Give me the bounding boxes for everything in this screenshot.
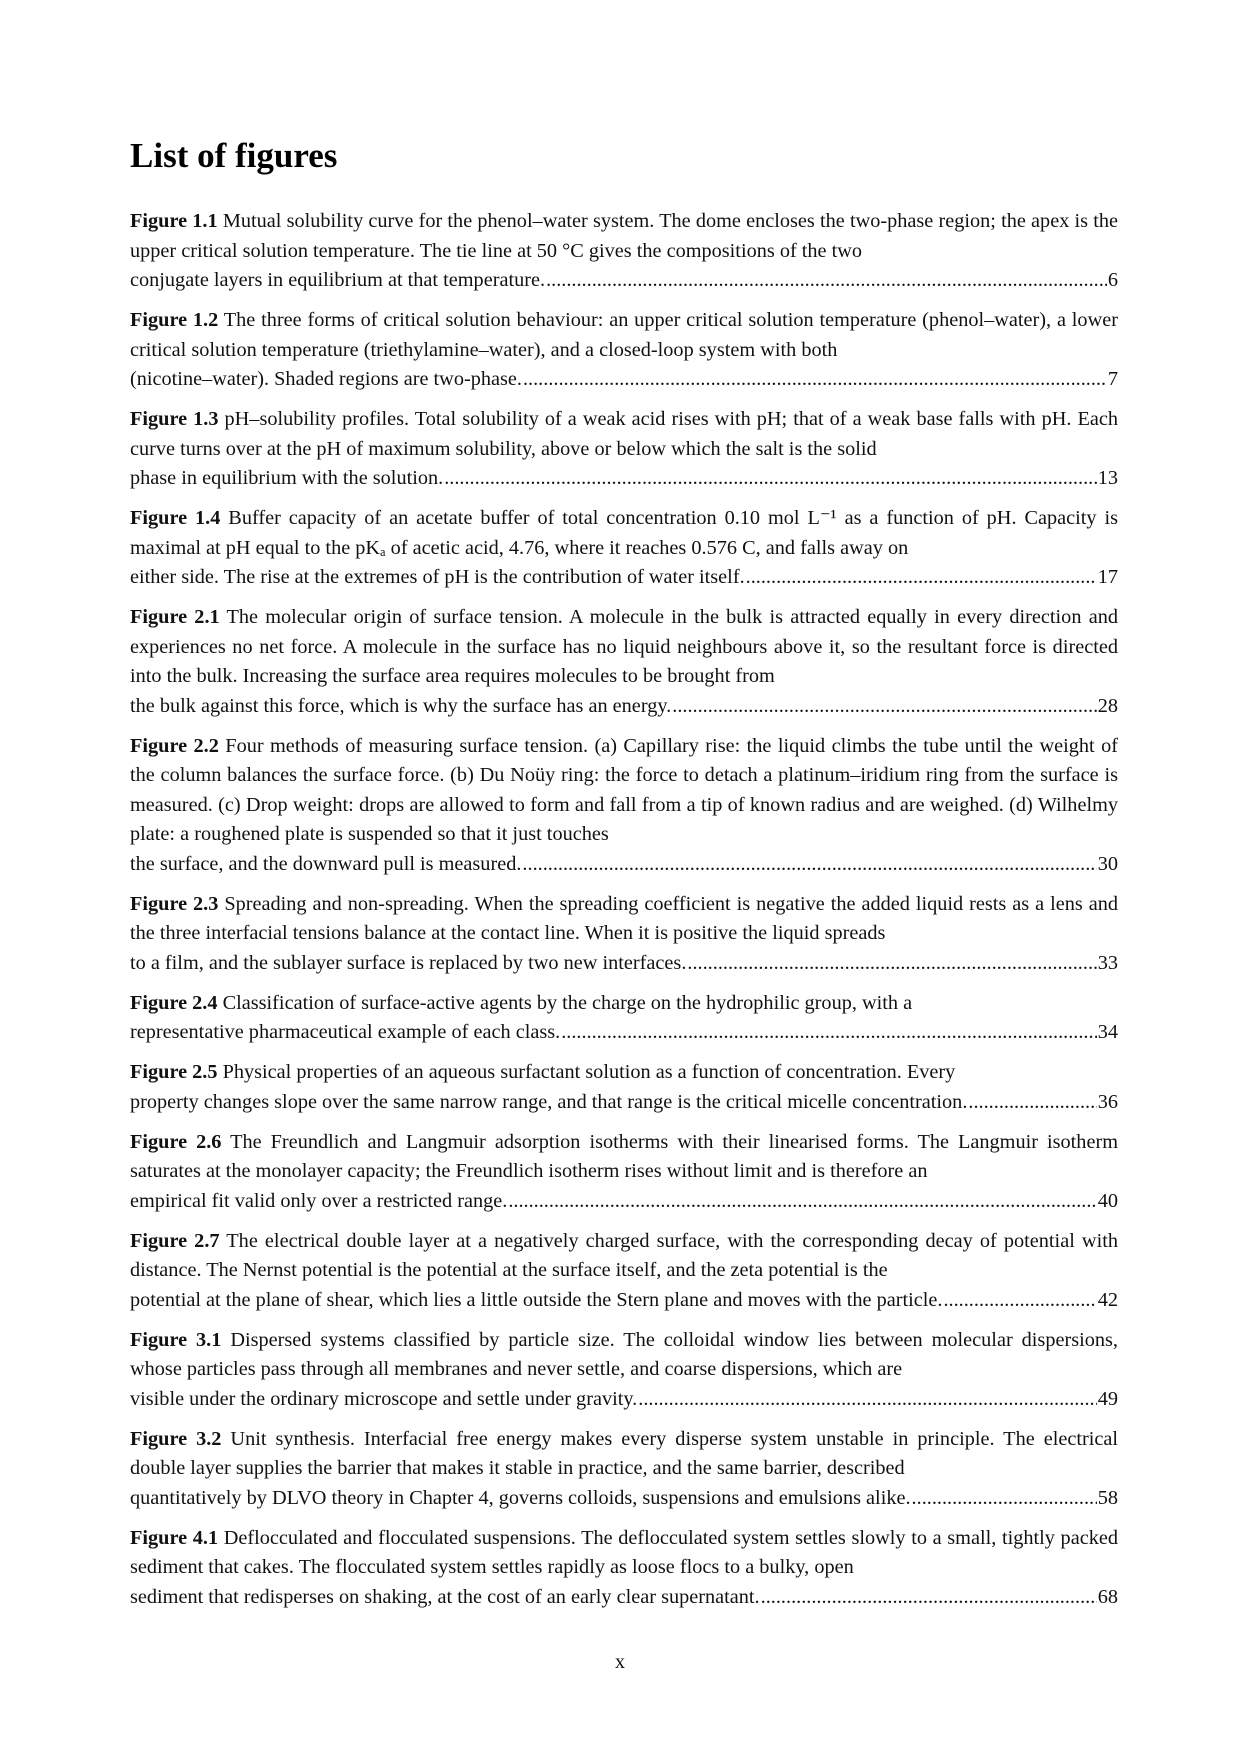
- figure-label: Figure 1.3: [130, 408, 219, 430]
- figure-entry-caption: [130, 890, 1118, 949]
- figure-caption-tail: the bulk against this force, which is why the surface has an energy.: [130, 694, 672, 717]
- figure-entry[interactable]: [130, 603, 1118, 721]
- figure-entry-leader-line: [130, 1484, 1118, 1514]
- figure-entry-leader-line: [130, 1187, 1118, 1217]
- figure-page-number[interactable]: 68: [1097, 1585, 1118, 1608]
- figure-caption-text: Buffer capacity of an acetate buffer of total concentration 0.10 mol L⁻¹ as a function of pH. Capacity is maximal at pH equal to the pKₐ of acetic acid, 4.76, where it reaches 0.576 C, and falls away on: [130, 507, 1118, 559]
- figure-label: Figure 1.4: [130, 507, 221, 529]
- figure-entry[interactable]: [130, 732, 1118, 880]
- figure-entry[interactable]: [130, 306, 1118, 395]
- figure-entry[interactable]: [130, 405, 1118, 494]
- figure-page-number[interactable]: 33: [1097, 951, 1118, 974]
- figure-caption-text: The molecular origin of surface tension. A molecule in the bulk is attracted equally in every direction and experiences no net force. A molecule in the surface has no liquid neighbours above it, so the resultant force is directed into the bulk. Increasing the surface area requires molecules to be brought from: [130, 606, 1118, 687]
- figure-entry-caption: [130, 1326, 1118, 1385]
- figure-entry-leader-line: [130, 692, 1118, 722]
- figure-caption-tail: property changes slope over the same narrow range, and that range is the critical micelle concentration.: [130, 1090, 968, 1113]
- figure-entry[interactable]: [130, 207, 1118, 296]
- figure-entry-caption: [130, 1128, 1118, 1187]
- figure-label: Figure 1.1: [130, 210, 218, 232]
- figure-caption-text: Spreading and non-spreading. When the spreading coefficient is negative the added liquid rests as a lens and the three interfacial tensions balance at the contact line. When it is positive the liquid spreads: [130, 892, 1118, 944]
- figure-caption-text: Physical properties of an aqueous surfactant solution as a function of concentration. Every: [222, 1061, 956, 1083]
- figure-entry-caption: [130, 207, 1118, 266]
- figure-entry-caption: [130, 989, 1118, 1019]
- figure-label: Figure 3.1: [130, 1328, 222, 1351]
- figure-entry-leader-line: [130, 1018, 1118, 1048]
- figure-entry-caption: [130, 1425, 1118, 1484]
- figure-entry[interactable]: [130, 1227, 1118, 1316]
- dot-leader: [943, 1286, 1096, 1316]
- figure-page-number[interactable]: 6: [1107, 269, 1118, 291]
- page-number: x: [615, 1651, 625, 1673]
- dot-leader: [508, 1187, 1096, 1217]
- page-title: List of figures: [130, 136, 338, 175]
- figure-page-number[interactable]: 30: [1097, 852, 1118, 875]
- figure-entry[interactable]: [130, 504, 1118, 593]
- figure-entry-caption: [130, 504, 1118, 563]
- figure-entry-caption: [130, 1524, 1118, 1583]
- figure-entry-leader-line: [130, 266, 1118, 296]
- figure-label: Figure 2.2: [130, 734, 219, 757]
- figure-page-number[interactable]: 42: [1097, 1288, 1118, 1311]
- figure-label: Figure 2.1: [130, 606, 220, 628]
- figure-caption-text: The three forms of critical solution behaviour: an upper critical solution temperature (phenol–water), a lower critical solution temperature (triethylamine–water), and a closed-loop system with both: [130, 309, 1118, 361]
- figure-caption-tail: conjugate layers in equilibrium at that temperature.: [130, 269, 546, 291]
- figure-entry-caption: [130, 1058, 1118, 1088]
- figure-caption-tail: empirical fit valid only over a restricted range.: [130, 1189, 508, 1212]
- dot-leader: [746, 563, 1097, 593]
- dot-leader: [523, 365, 1107, 395]
- dot-leader: [672, 692, 1096, 722]
- figure-page-number[interactable]: 7: [1107, 368, 1118, 390]
- figure-entry[interactable]: [130, 1326, 1118, 1415]
- dot-leader: [761, 1583, 1097, 1613]
- dot-leader: [444, 464, 1097, 494]
- figure-entry-leader-line: [130, 850, 1118, 880]
- figure-label: Figure 2.6: [130, 1130, 222, 1153]
- figure-entry-caption: [130, 405, 1118, 464]
- figure-caption-tail: phase in equilibrium with the solution.: [130, 467, 444, 489]
- figure-entry[interactable]: [130, 1524, 1118, 1613]
- figure-entry-leader-line: [130, 1583, 1118, 1613]
- figure-page-number[interactable]: 34: [1097, 1021, 1118, 1043]
- figure-entry[interactable]: [130, 1425, 1118, 1514]
- figure-caption-tail: sediment that redisperses on shaking, at the cost of an early clear supernatant.: [130, 1585, 760, 1608]
- figure-caption-text: Four methods of measuring surface tension. (a) Capillary rise: the liquid climbs the tube until the weight of the column balances the surface force. (b) Du Noüy ring: the force to detach a platinum–iridium ring from the surface is measured. (c) Drop weight: drops are allowed to form and fall from a tip of known radius and are weighed. (d) Wilhelmy plate: a roughened plate is suspended so that it just touches: [130, 734, 1118, 845]
- figure-caption-text: Deflocculated and flocculated suspensions. The deflocculated system settles slowly to a small, tightly packed sediment that cakes. The flocculated system settles rapidly as loose flocs to a bulky, open: [130, 1526, 1118, 1578]
- figure-list: [130, 207, 1118, 1623]
- figure-label: Figure 2.3: [130, 892, 219, 915]
- figure-caption-tail: to a film, and the sublayer surface is replaced by two new interfaces.: [130, 951, 687, 974]
- dot-leader: [912, 1484, 1097, 1514]
- figure-entry[interactable]: [130, 989, 1118, 1048]
- figure-caption-tail: the surface, and the downward pull is measured.: [130, 852, 522, 875]
- figure-entry-caption: [130, 603, 1118, 692]
- figure-page-number[interactable]: 58: [1097, 1486, 1118, 1509]
- figure-entry-leader-line: [130, 1088, 1118, 1118]
- figure-caption-text: Mutual solubility curve for the phenol–water system. The dome encloses the two-phase region; the apex is the upper critical solution temperature. The tie line at 50 °C gives the compositions of the two: [130, 210, 1118, 262]
- figure-entry-leader-line: [130, 1286, 1118, 1316]
- figure-caption-text: The electrical double layer at a negatively charged surface, with the corresponding decay of potential with distance. The Nernst potential is the potential at the surface itself, and the zeta potential is the: [130, 1229, 1118, 1281]
- figure-caption-text: Classification of surface-active agents by the charge on the hydrophilic group, with a: [222, 991, 913, 1014]
- figure-label: Figure 4.1: [130, 1526, 219, 1549]
- figure-entry[interactable]: [130, 890, 1118, 979]
- dot-leader: [561, 1018, 1097, 1048]
- dot-leader: [522, 850, 1096, 880]
- figure-label: Figure 3.2: [130, 1427, 222, 1450]
- dot-leader: [638, 1385, 1096, 1415]
- figure-caption-text: pH–solubility profiles. Total solubility of a weak acid rises with pH; that of a weak base falls with pH. Each curve turns over at the pH of maximum solubility, above or below which the salt is the solid: [130, 408, 1118, 460]
- figure-caption-tail: representative pharmaceutical example of each class.: [130, 1021, 561, 1043]
- figure-page-number[interactable]: 40: [1097, 1189, 1118, 1212]
- figure-label: Figure 2.4: [130, 991, 218, 1014]
- figure-entry-leader-line: [130, 949, 1118, 979]
- figure-page-number[interactable]: 28: [1097, 694, 1118, 717]
- figure-entry-leader-line: [130, 464, 1118, 494]
- figure-entry-caption: [130, 1227, 1118, 1286]
- figure-entry-caption: [130, 306, 1118, 365]
- figure-entry[interactable]: [130, 1058, 1118, 1117]
- figure-entry-leader-line: [130, 365, 1118, 395]
- figure-caption-tail: either side. The rise at the extremes of pH is the contribution of water itself.: [130, 566, 745, 588]
- figure-entry-leader-line: [130, 563, 1118, 593]
- dot-leader: [687, 949, 1096, 979]
- figure-caption-tail: (nicotine–water). Shaded regions are two-phase.: [130, 368, 522, 390]
- dot-leader: [968, 1088, 1096, 1118]
- figure-caption-tail: quantitatively by DLVO theory in Chapter 4, governs colloids, suspensions and emulsions alike.: [130, 1486, 911, 1509]
- figure-label: Figure 2.7: [130, 1229, 220, 1252]
- figure-caption-tail: potential at the plane of shear, which lies a little outside the Stern plane and moves with the particle.: [130, 1288, 943, 1311]
- figure-label: Figure 2.5: [130, 1061, 218, 1083]
- figure-entry-leader-line: [130, 1385, 1118, 1415]
- figure-caption-text: The Freundlich and Langmuir adsorption isotherms with their linearised forms. The Langmuir isotherm saturates at the monolayer capacity; the Freundlich isotherm rises without limit and is therefore an: [130, 1130, 1118, 1182]
- figure-page-number[interactable]: 17: [1097, 566, 1118, 588]
- figure-page-number[interactable]: 36: [1097, 1090, 1118, 1113]
- figure-caption-text: Dispersed systems classified by particle size. The colloidal window lies between molecular dispersions, whose particles pass through all membranes and never settle, and coarse dispersions, which are: [130, 1328, 1118, 1380]
- dot-leader: [546, 266, 1107, 296]
- figure-label: Figure 1.2: [130, 309, 219, 331]
- figure-caption-tail: visible under the ordinary microscope and settle under gravity.: [130, 1387, 638, 1410]
- figure-entry[interactable]: [130, 1128, 1118, 1217]
- figure-page-number[interactable]: 49: [1097, 1387, 1118, 1410]
- figure-caption-text: Unit synthesis. Interfacial free energy makes every disperse system unstable in principle. The electrical double layer supplies the barrier that makes it stable in practice, and the same barrier, described: [130, 1427, 1118, 1479]
- figure-entry-caption: [130, 732, 1118, 850]
- figure-page-number[interactable]: 13: [1097, 467, 1118, 489]
